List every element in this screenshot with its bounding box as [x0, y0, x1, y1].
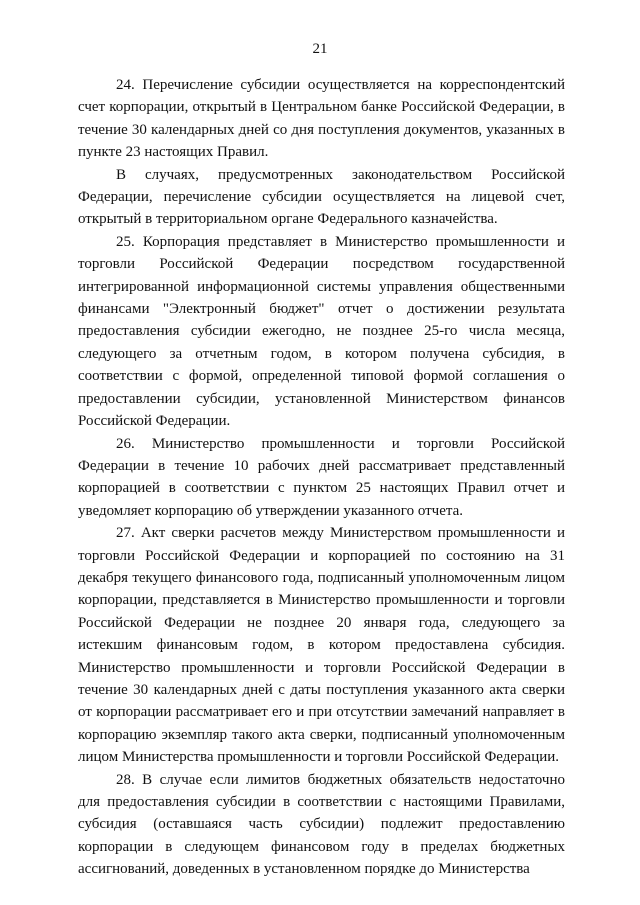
paragraph-24: 24. Перечисление субсидии осуществляется на корреспондентский счет корпорации, открытый в Центральном банке Российской Федерации, в течение 30 календарных дней со дня поступления документов, указанных в пункте 23 настоящих Правил. [78, 77, 565, 161]
paragraph-26: 26. Министерство промышленности и торговли Российской Федерации в течение 10 рабочих дней рассматривает представленный корпорацией в соответствии с пунктом 25 настоящих Правил отчет и уведомляет корпорацию об утверждении указанного отчета. [78, 435, 565, 519]
paragraph-24-continuation: В случаях, предусмотренных законодательством Российской Федерации, перечисление субсидии осуществляется на лицевой счет, открытый в территориальном органе Федерального казначейства. [78, 166, 565, 228]
paragraph-28: 28. В случае если лимитов бюджетных обязательств недостаточно для предоставления субсидии в соответствии с настоящими Правилами, субсидия (оставшаяся часть субсидии) подлежит предоставлению корпорации в следующем финансовом году в пределах бюджетных ассигнований, доведенных в установленном порядке до Министерства [78, 771, 565, 878]
document-body [78, 74, 565, 881]
paragraph-25: 25. Корпорация представляет в Министерство промышленности и торговли Российской Федерации посредством государственной интегрированной информационной системы управления общественными финансами "Электронный бюджет" отчет о достижении результата предоставления субсидии ежегодно, не позднее 25-го числа месяца, следующего за отчетным годом, в котором получена субсидия, в соответствии с формой, определенной типовой формой соглашения о предоставлении субсидии, установленной Министерством финансов Российской Федерации. [78, 233, 565, 430]
paragraph-27: 27. Акт сверки расчетов между Министерством промышленности и торговли Российской Федерации и корпорацией по состоянию на 31 декабря текущего финансового года, подписанный уполномоченным лицом корпорации, представляется в Министерство промышленности и торговли Российской Федерации не позднее 20 января года, следующего за истекшим финансовым годом, в котором предоставлена субсидия. Министерство промышленности и торговли Российской Федерации в течение 30 календарных дней с даты поступления указанного акта сверки от корпорации рассматривает его и при отсутствии замечаний направляет в корпорацию экземпляр такого акта сверки, подписанный уполномоченным лицом Министерства промышленности и торговли Российской Федерации. [78, 525, 565, 766]
page-number: 21 [312, 41, 328, 57]
